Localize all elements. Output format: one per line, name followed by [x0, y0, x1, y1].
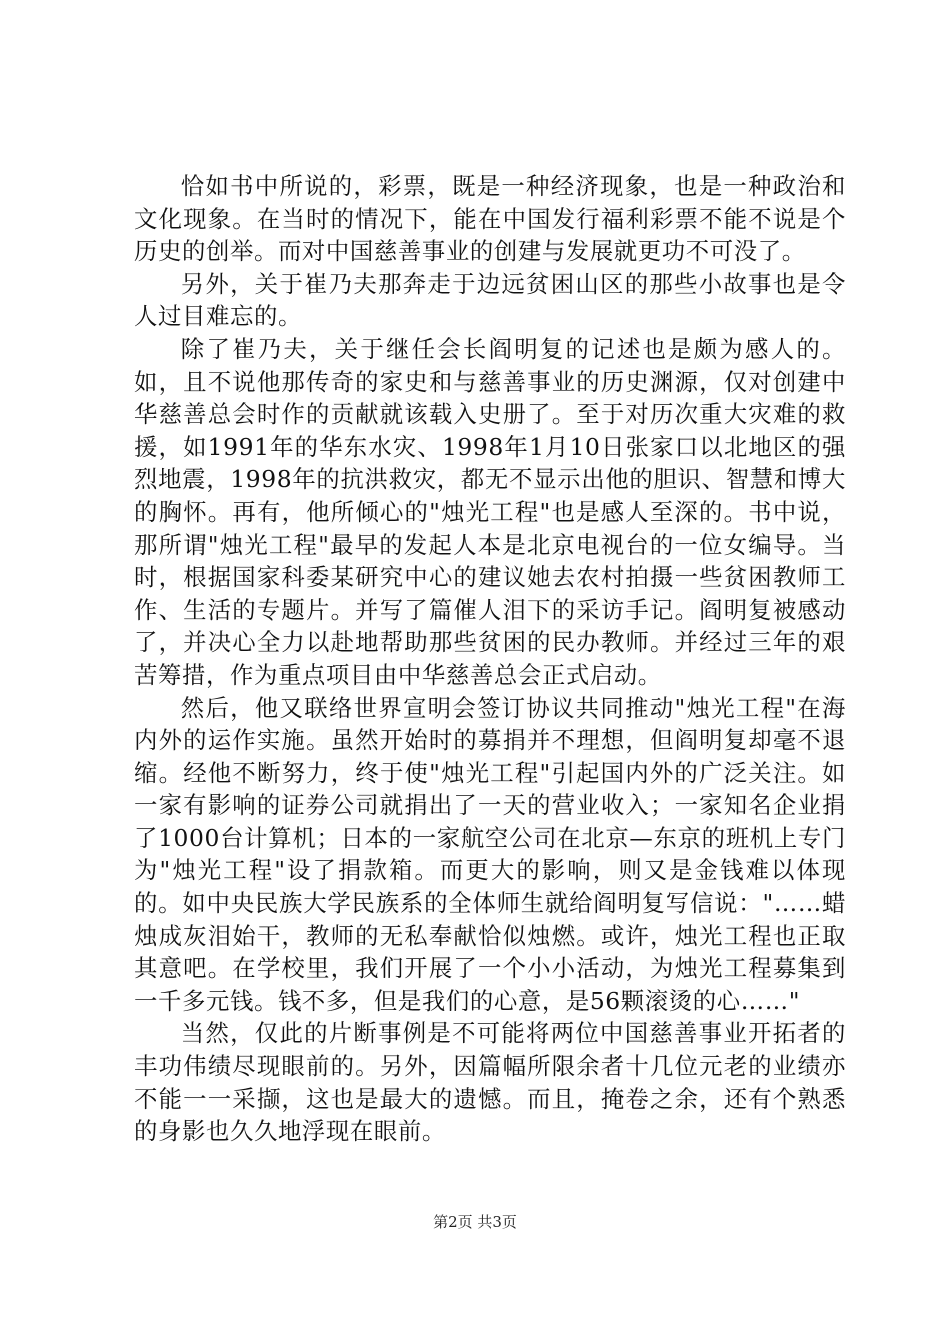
paragraph: 然后，他又联络世界宣明会签订协议共同推动"烛光工程"在海内外的运作实施。虽然开始时的募捐并不理想，但阎明复却毫不退缩。经他不断努力，终于使"烛光工程"引起国内外的广泛关注。如一家有影响的证券公司就捐出了一天的营业收入；一家知名企业捐了1000台计算机；日本的一家航空公司在北京—东京的班机上专门为"烛光工程"设了捐款箱。而更大的影响，则又是金钱难以体现的。如中央民族大学民族系的全体师生就给阎明复写信说："……蜡烛成灰泪始干，教师的无私奉献恰似烛燃。或许，烛光工程也正取其意吧。在学校里，我们开展了一个小小活动，为烛光工程募集到一千多元钱。钱不多，但是我们的心意，是56颗滚烫的心……"	[134, 693, 846, 1015]
paragraph: 另外，关于崔乃夫那奔走于边远贫困山区的那些小故事也是令人过目难忘的。	[134, 269, 846, 331]
paragraph: 恰如书中所说的，彩票，既是一种经济现象，也是一种政治和文化现象。在当时的情况下，能在中国发行福利彩票不能不说是个历史的创举。而对中国慈善事业的创建与发展就更功不可没了。	[134, 172, 846, 266]
document-body	[134, 170, 846, 1148]
paragraph: 当然，仅此的片断事例是不可能将两位中国慈善事业开拓者的丰功伟绩尽现眼前的。另外，因篇幅所限余者十几位元老的业绩亦不能一一采撷，这也是最大的遗憾。而且，掩卷之余，还有个熟悉的身影也久久地浮现在眼前。	[134, 1019, 846, 1146]
page-footer: 第2页 共3页	[433, 1213, 517, 1231]
paragraph: 除了崔乃夫，关于继任会长阎明复的记述也是颇为感人的。如，且不说他那传奇的家史和与慈善事业的历史渊源，仅对创建中华慈善总会时作的贡献就该载入史册了。至于对历次重大灾难的救援，如1991年的华东水灾、1998年1月10日张家口以北地区的强烈地震，1998年的抗洪救灾，都无不显示出他的胆识、智慧和博大的胸怀。再有，他所倾心的"烛光工程"也是感人至深的。书中说，那所谓"烛光工程"最早的发起人本是北京电视台的一位女编导。当时，根据国家科委某研究中心的建议她去农村拍摄一些贫困教师工作、生活的专题片。并写了篇催人泪下的采访手记。阎明复被感动了，并决心全力以赴地帮助那些贫困的民办教师。并经过三年的艰苦筹措，作为重点项目由中华慈善总会正式启动。	[134, 334, 846, 689]
